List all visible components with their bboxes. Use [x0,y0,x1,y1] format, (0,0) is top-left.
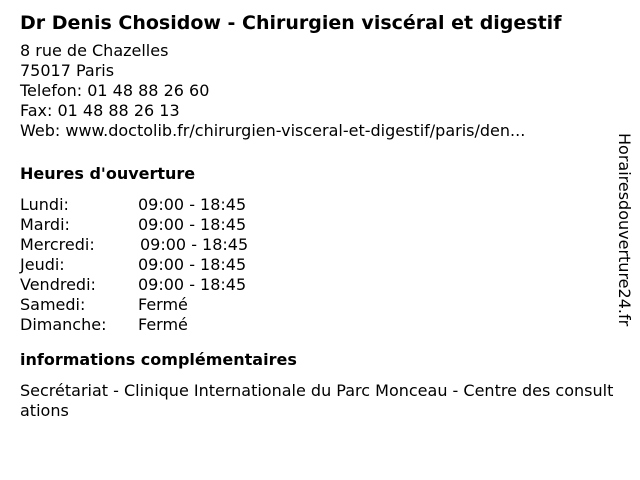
street-address: 8 rue de Chazelles [20,41,169,60]
hours-row-mardi [20,215,616,235]
day-label: Samedi: [20,295,86,314]
hours-value: 09:00 - 18:45 [140,235,249,254]
hours-value: 09:00 - 18:45 [138,255,247,274]
day-label: Jeudi: [20,255,65,274]
city: 75017 Paris [20,61,115,80]
hours-row-lundi [20,195,616,215]
address-block [20,41,616,141]
hours-heading: Heures d'ouverture [20,164,196,183]
hours-value: 09:00 - 18:45 [138,275,247,294]
hours-value: 09:00 - 18:45 [138,215,247,234]
info-text: Secrétariat - Clinique Internationale du Parc Monceau - Centre des consultations [20,381,614,420]
hours-row-dimanche [20,315,616,335]
day-label: Dimanche: [20,315,107,334]
hours-value: Fermé [138,295,188,314]
day-label: Vendredi: [20,275,96,294]
info-heading: informations complémentaires [20,350,297,369]
page-title: Dr Denis Chosidow - Chirurgien viscéral et digestif [20,12,562,34]
website-link[interactable]: Web: www.doctolib.fr/chirurgien-visceral-et-digestif/paris/den... [20,121,526,140]
day-label: Lundi: [20,195,69,214]
business-card [20,8,616,421]
hours-row-mercredi [20,235,616,255]
hours-value: Fermé [138,315,188,334]
fax-number: Fax: 01 48 88 26 13 [20,101,180,120]
brand-watermark [612,133,636,348]
hours-row-samedi [20,295,616,315]
opening-hours-list [20,195,616,335]
hours-value: 09:00 - 18:45 [138,195,247,214]
day-label: Mardi: [20,215,70,234]
brand-text: Horairesdouverture24.fr [615,133,634,327]
hours-row-jeudi [20,255,616,275]
phone-number[interactable]: Telefon: 01 48 88 26 60 [20,81,210,100]
day-label: Mercredi: [20,235,95,254]
hours-row-vendredi [20,275,616,295]
